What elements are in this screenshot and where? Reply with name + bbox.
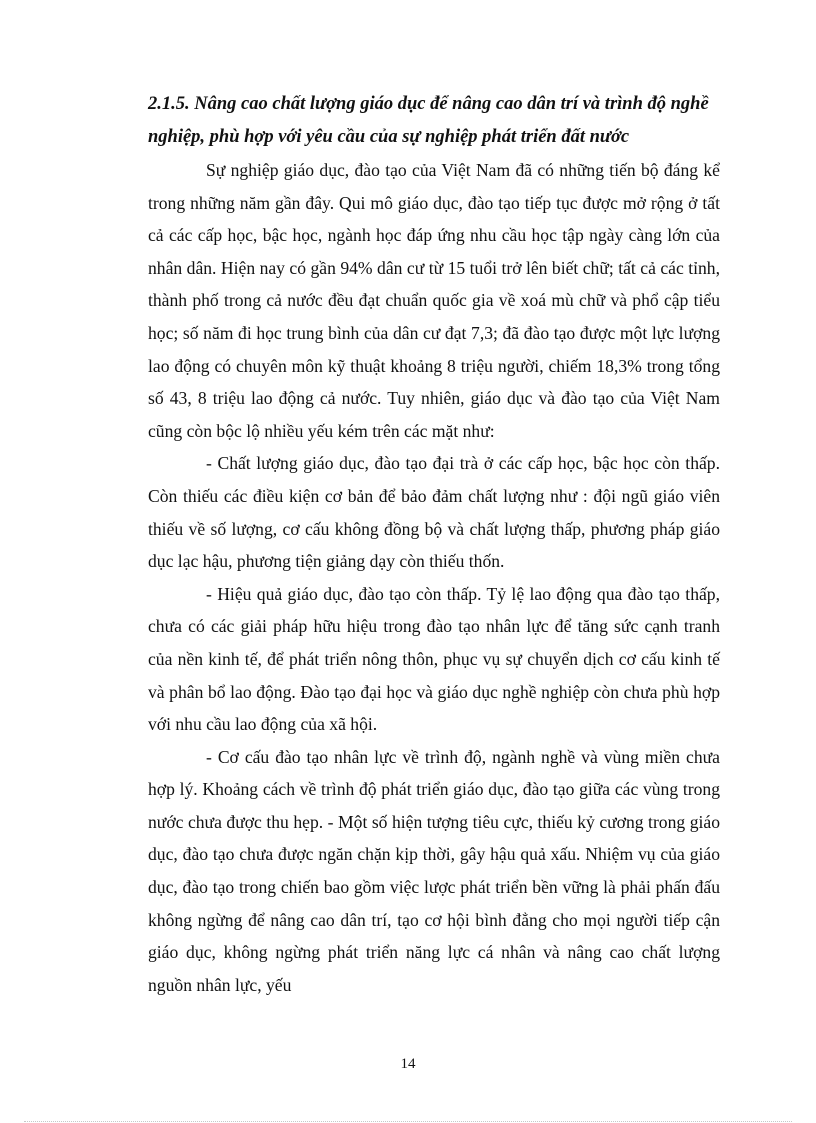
paragraph-quality: - Chất lượng giáo dục, đào tạo đại trà ở các cấp học, bậc học còn thấp. Còn thiếu các điều kiện cơ bản để bảo đảm chất lượng như : đội ngũ giáo viên thiếu về số lượng, cơ cấu không đồng bộ và chất lượng thấp, phương pháp giáo dục lạc hậu, phương tiện giảng dạy còn thiếu thốn. xyxy=(148,453,720,572)
page-bottom-divider xyxy=(24,1121,792,1122)
page-number: 14 xyxy=(400,1056,416,1072)
paragraph-intro: Sự nghiệp giáo dục, đào tạo của Việt Nam đã có những tiến bộ đáng kể trong những năm gần đây. Qui mô giáo dục, đào tạo tiếp tục được mở rộng ở tất cả các cấp học, bậc học, ngành học đáp ứng nhu cầu học tập ngày càng lớn của nhân dân. Hiện nay có gần 94% dân cư từ 15 tuổi trở lên biết chữ; tất cả các tỉnh, thành phố trong cả nước đều đạt chuẩn quốc gia về xoá mù chữ và phổ cập tiểu học; số năm đi học trung bình của dân cư đạt 7,3; đã đào tạo được một lực lượng lao động có chuyên môn kỹ thuật khoảng 8 triệu người, chiếm 18,3% trong tổng số 43, 8 triệu lao động cả nước. Tuy nhiên, giáo dục và đào tạo của Việt Nam cũng còn bộc lộ nhiều yếu kém trên các mặt như: xyxy=(148,160,720,441)
paragraph-efficiency: - Hiệu quả giáo dục, đào tạo còn thấp. Tỷ lệ lao động qua đào tạo thấp, chưa có các giải pháp hữu hiệu trong đào tạo nhân lực để tăng sức cạnh tranh của nền kinh tế, để phát triển nông thôn, phục vụ sự chuyển dịch cơ cấu kinh tế và phân bổ lao động. Đào tạo đại học và giáo dục nghề nghiệp còn chưa phù hợp với nhu cầu lao động của xã hội. xyxy=(148,583,720,735)
paragraph-structure: - Cơ cấu đào tạo nhân lực về trình độ, ngành nghề và vùng miền chưa hợp lý. Khoảng cách về trình độ phát triển giáo dục, đào tạo giữa các vùng trong nước chưa được thu hẹp. - Một số hiện tượng tiêu cực, thiếu kỷ cương trong giáo dục, đào tạo chưa được ngăn chặn kịp thời, gây hậu quả xấu. Nhiệm vụ của giáo dục, đào tạo trong chiến bao gồm việc lược phát triển bền vững là phải phấn đấu không ngừng để nâng cao dân trí, tạo cơ hội bình đẳng cho mọi người tiếp cận giáo dục, không ngừng phát triển năng lực cá nhân và nâng cao chất lượng nguồn nhân lực, yếu xyxy=(148,746,720,995)
section-heading: 2.1.5. Nâng cao chất lượng giáo dục để nâng cao dân trí và trình độ nghề nghiệp, phù hợp với yêu cầu của sự nghiệp phát triển đất nước xyxy=(148,94,709,147)
page-content xyxy=(148,88,720,1001)
